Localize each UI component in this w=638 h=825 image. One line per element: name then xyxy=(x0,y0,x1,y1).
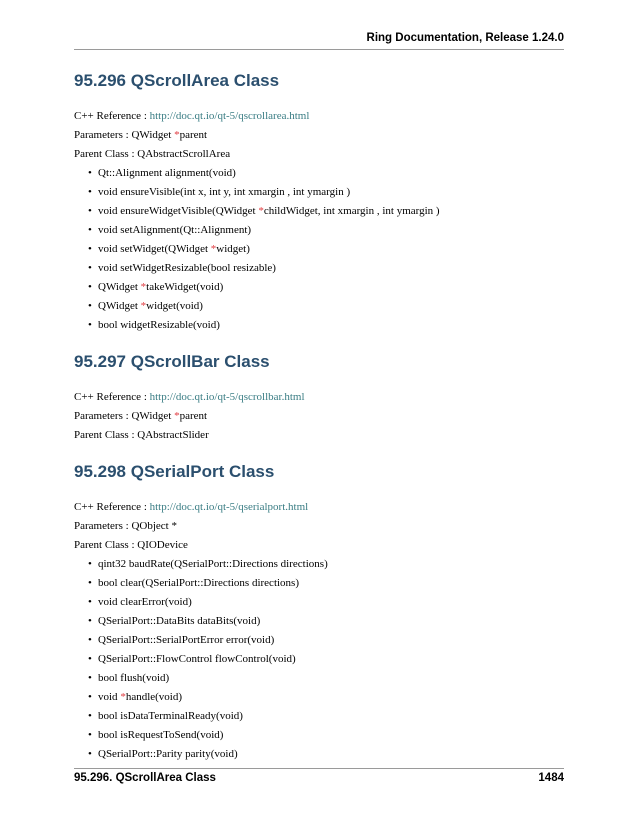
method-text: void xyxy=(98,691,121,703)
parameters-type: QWidget xyxy=(131,129,175,141)
parameters-label: Parameters : xyxy=(74,410,132,422)
pointer-star: * xyxy=(140,281,147,293)
method-text: void setAlignment(Qt::Alignment) xyxy=(98,224,252,236)
cpp-reference-link[interactable]: http://doc.qt.io/qt-5/qscrollarea.html xyxy=(149,110,310,122)
section-qscrollarea xyxy=(74,70,564,331)
parameters-type: QObject * xyxy=(131,520,177,532)
pointer-star: * xyxy=(174,129,180,141)
method-text-tail: widget) xyxy=(216,243,250,255)
list-item xyxy=(88,748,564,760)
method-text: bool flush(void) xyxy=(98,672,170,684)
cpp-reference-label: C++ Reference : xyxy=(74,501,150,513)
cpp-reference xyxy=(74,501,564,513)
page-footer xyxy=(74,772,564,784)
pointer-star: * xyxy=(140,300,147,312)
pointer-star: * xyxy=(258,205,264,217)
method-text: void setWidget(QWidget xyxy=(98,243,211,255)
list-item xyxy=(88,300,564,312)
section-qserialport xyxy=(74,461,564,760)
list-item xyxy=(88,281,564,293)
method-text: bool isDataTerminalReady(void) xyxy=(98,710,243,722)
method-text: bool clear(QSerialPort::Directions directions) xyxy=(98,577,299,589)
parameters-name: parent xyxy=(179,410,208,422)
list-item xyxy=(88,615,564,627)
section-title: 95.296 QScrollArea Class xyxy=(74,71,280,90)
method-text: void ensureWidgetVisible(QWidget xyxy=(98,205,259,217)
cpp-reference-label: C++ Reference : xyxy=(74,110,150,122)
list-item xyxy=(88,186,564,198)
page-content xyxy=(74,70,564,767)
method-text: QWidget xyxy=(98,281,141,293)
list-item xyxy=(88,729,564,741)
parameters xyxy=(74,129,564,141)
method-text: Qt::Alignment alignment(void) xyxy=(98,167,236,179)
list-item xyxy=(88,577,564,589)
method-list xyxy=(74,558,564,760)
method-text-tail: takeWidget(void) xyxy=(146,281,224,293)
list-item xyxy=(88,672,564,684)
method-text-tail: handle(void) xyxy=(125,691,183,703)
cpp-reference xyxy=(74,110,564,122)
parameters-label: Parameters : xyxy=(74,129,132,141)
method-text: QSerialPort::Parity parity(void) xyxy=(98,748,238,760)
pointer-star: * xyxy=(174,410,180,422)
parameters xyxy=(74,520,564,532)
parameters-label: Parameters : xyxy=(74,520,132,532)
header-divider xyxy=(74,49,564,50)
parent-class: Parent Class : QAbstractSlider xyxy=(74,429,209,441)
pointer-star: * xyxy=(210,243,217,255)
method-text: void clearError(void) xyxy=(98,596,192,608)
method-text: QWidget xyxy=(98,300,141,312)
parent-class: Parent Class : QAbstractScrollArea xyxy=(74,148,231,160)
method-text: QSerialPort::FlowControl flowControl(void) xyxy=(98,653,296,665)
method-text: QSerialPort::SerialPortError error(void) xyxy=(98,634,275,646)
page-header: Ring Documentation, Release 1.24.0 xyxy=(366,32,564,44)
parent-class: Parent Class : QIODevice xyxy=(74,539,188,551)
list-item xyxy=(88,319,564,331)
list-item xyxy=(88,558,564,570)
parameters-name: parent xyxy=(179,129,208,141)
list-item xyxy=(88,262,564,274)
method-list xyxy=(74,167,564,331)
method-text: void setWidgetResizable(bool resizable) xyxy=(98,262,276,274)
section-title: 95.298 QSerialPort Class xyxy=(74,462,275,481)
method-text: bool widgetResizable(void) xyxy=(98,319,220,331)
list-item xyxy=(88,167,564,179)
list-item xyxy=(88,691,564,703)
cpp-reference-link[interactable]: http://doc.qt.io/qt-5/qserialport.html xyxy=(149,501,309,513)
section-qscrollbar xyxy=(74,351,564,441)
section-title: 95.297 QScrollBar Class xyxy=(74,352,270,371)
page-number: 1484 xyxy=(538,772,564,784)
method-text: void ensureVisible(int x, int y, int xmargin , int ymargin ) xyxy=(98,186,351,198)
list-item xyxy=(88,596,564,608)
footer-section: 95.296. QScrollArea Class xyxy=(74,772,216,784)
list-item xyxy=(88,205,564,217)
cpp-reference-link[interactable]: http://doc.qt.io/qt-5/qscrollbar.html xyxy=(149,391,305,403)
list-item xyxy=(88,243,564,255)
method-text-tail: widget(void) xyxy=(146,300,203,312)
method-text-tail: childWidget, int xmargin , int ymargin ) xyxy=(263,205,440,217)
method-text: qint32 baudRate(QSerialPort::Directions directions) xyxy=(98,558,328,570)
parameters xyxy=(74,410,564,422)
cpp-reference xyxy=(74,391,564,403)
pointer-star: * xyxy=(120,691,126,703)
cpp-reference-label: C++ Reference : xyxy=(74,391,150,403)
list-item xyxy=(88,224,564,236)
list-item xyxy=(88,653,564,665)
list-item xyxy=(88,710,564,722)
list-item xyxy=(88,634,564,646)
method-text: bool isRequestToSend(void) xyxy=(98,729,224,741)
footer-divider xyxy=(74,768,564,769)
parameters-type: QWidget xyxy=(131,410,175,422)
method-text: QSerialPort::DataBits dataBits(void) xyxy=(98,615,261,627)
